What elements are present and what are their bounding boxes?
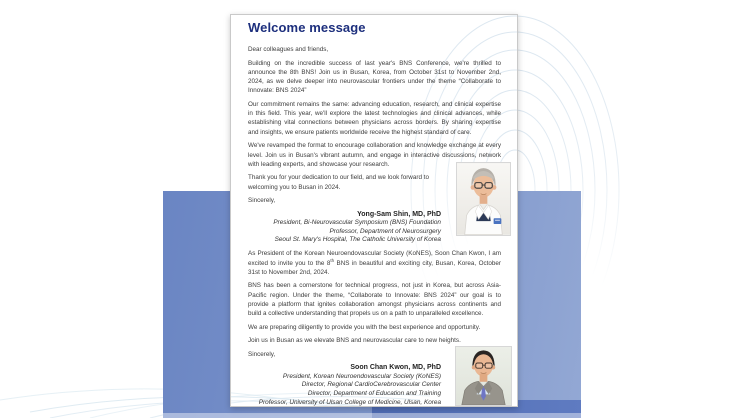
salutation: Dear colleagues and friends, <box>248 46 329 53</box>
invite-text-start: As President of the Korean Neuroendovascular Society (KoNES), Soon Chan Kwon, I am excited to invite you to the 8 <box>248 250 501 267</box>
photo-yong-sam-shin <box>456 162 511 236</box>
paragraph-revamped: We've revamped the format to encourage collaboration and knowledge exchange at every level. Join us in Busan's vibrant autumn, and engage in interactive discussions, network with leading experts, and showcase your research. <box>248 142 501 168</box>
invite-text-end: BNS in beautiful and exciting city, Busan, Korea, October 31st to November 2nd, 2024. <box>248 259 502 276</box>
sincerely-2: Sincerely, <box>248 351 276 359</box>
paragraph-announce: Building on the incredible success of last year's BNS Conference, we're thrilled to announce the 8th BNS! Join us in Busan, Korea, from October 31st to November 2nd, 2024, as we delve deeper into neurovascular frontiers under the theme “Collaborate to Innovate: BNS 2024” <box>248 59 501 95</box>
signature-role: President, Korean Neuroendovascular Society (KoNES) <box>282 372 441 380</box>
portrait-man-gray-suit <box>456 347 511 405</box>
photo-soon-chan-kwon <box>455 346 512 406</box>
page-title: Welcome message <box>248 20 366 35</box>
signature-role: Director, Department of Education and Training <box>307 390 441 398</box>
paragraph-preparing: We are preparing diligently to provide you with the best experience and opportunity. <box>248 323 481 331</box>
signature-name: Soon Chan Kwon, MD, PhD <box>350 364 441 372</box>
paragraph-join: Join us in Busan as we elevate BNS and neurovascular care to new heights. <box>248 337 461 345</box>
signature-role: Seoul St. Mary's Hospital, The Catholic University of Korea <box>274 236 441 244</box>
paragraph-cornerstone: BNS has been a cornerstone for technical progress, not just in Korea, but across Asia-Pacific region. Under the theme, “Collaborate to Innovate: BNS 2024” our goal is to provide a platform that ignites collaboration amongst physicians across continents and build a collective understanding that propels us on a path to unparalleled excellence. <box>248 282 501 318</box>
background-blue-strip <box>163 413 581 418</box>
paragraph-invite <box>248 249 501 277</box>
signature-role: Professor, University of Ulsan College of Medicine, Ulsan, Korea <box>258 398 441 406</box>
paragraph-commitment: Our commitment remains the same: advancing education, research, and clinical expertise in this field. This year, we'll explore the latest technologies and clinical advances, while establishing vital connections between physicians across borders. By sharing expertise and insights, we ensure patients worldwide receive the highest standard of care. <box>248 101 501 136</box>
paragraph-thanks: Thank you for your dedication to our field, and we look forward to welcoming you to Busan in 2024. <box>248 174 429 191</box>
portrait-doctor-white-coat <box>457 163 510 235</box>
sincerely-1: Sincerely, <box>248 197 276 205</box>
welcome-letter-page <box>230 14 518 407</box>
signature-yong-sam-shin <box>248 210 441 245</box>
signature-soon-chan-kwon <box>248 363 441 407</box>
signature-role: Director, Regional CardioCerebrovascular Center <box>301 381 441 389</box>
signature-name: Yong-Sam Shin, MD, PhD <box>357 210 441 218</box>
invite-ordinal-suffix: th <box>330 257 335 263</box>
signature-role: President, Bi-Neurovascular Symposium (BNS) Foundation <box>273 219 441 227</box>
signature-role: Professor, Department of Neurosurgery <box>329 227 441 235</box>
